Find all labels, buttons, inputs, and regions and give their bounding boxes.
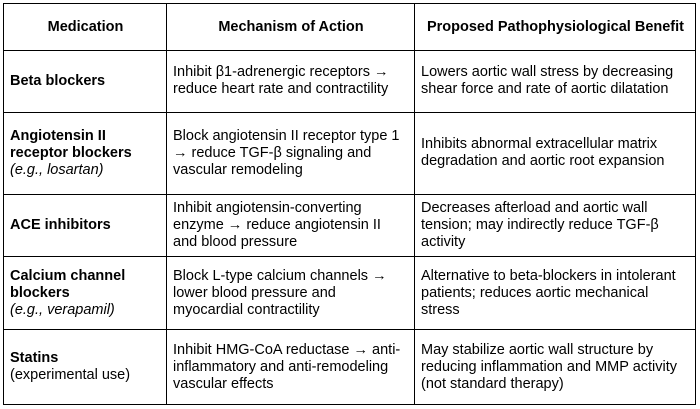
- table-row: [4, 112, 696, 194]
- table-row: [4, 330, 696, 405]
- mechanism-cell: Inhibit β1-adrenergic receptors → reduce heart rate and contractility: [167, 51, 415, 113]
- table-row: [4, 51, 696, 113]
- drug-name: ACE inhibitors: [10, 216, 111, 233]
- medication-cell: [4, 256, 167, 330]
- drug-name: Calcium channel blockers: [10, 267, 126, 301]
- table-row: [4, 194, 696, 256]
- medication-cell: [4, 330, 167, 405]
- mechanism-cell: Inhibit angiotensin-converting enzyme → reduce angiotensin II and blood pressure: [167, 194, 415, 256]
- medication-cell: [4, 51, 167, 113]
- mechanism-cell: Block L-type calcium channels → lower blood pressure and myocardial contractility: [167, 256, 415, 330]
- benefit-cell: Inhibits abnormal extracellular matrix degradation and aortic root expansion: [415, 112, 696, 194]
- drug-name: Angiotensin II receptor blockers: [10, 127, 132, 161]
- benefit-cell: May stabilize aortic wall structure by reducing inflammation and MMP activity (not standard therapy): [415, 330, 696, 405]
- drug-usage-note: (experimental use): [10, 367, 131, 384]
- benefit-cell: Decreases afterload and aortic wall tension; may indirectly reduce TGF-β activity: [415, 194, 696, 256]
- table-header-row: [4, 4, 696, 51]
- drug-name: Statins: [10, 350, 59, 367]
- table-row: [4, 256, 696, 330]
- benefit-cell: Lowers aortic wall stress by decreasing shear force and rate of aortic dilatation: [415, 51, 696, 113]
- header-mechanism: Mechanism of Action: [167, 4, 415, 51]
- header-benefit: Proposed Pathophysiological Benefit: [415, 4, 696, 51]
- mechanism-cell: Block angiotensin II receptor type 1 → reduce TGF-β signaling and vascular remodeling: [167, 112, 415, 194]
- drug-name: Beta blockers: [10, 72, 106, 89]
- medication-cell: [4, 112, 167, 194]
- drug-example-note: (e.g., losartan): [10, 161, 104, 178]
- benefit-cell: Alternative to beta-blockers in intolerant patients; reduces aortic mechanical stress: [415, 256, 696, 330]
- medication-table: [3, 3, 696, 405]
- medication-cell: [4, 194, 167, 256]
- drug-example-note: (e.g., verapamil): [10, 301, 115, 318]
- mechanism-cell: Inhibit HMG-CoA reductase → anti-inflammatory and anti-remodeling vascular effects: [167, 330, 415, 405]
- header-medication: Medication: [4, 4, 167, 51]
